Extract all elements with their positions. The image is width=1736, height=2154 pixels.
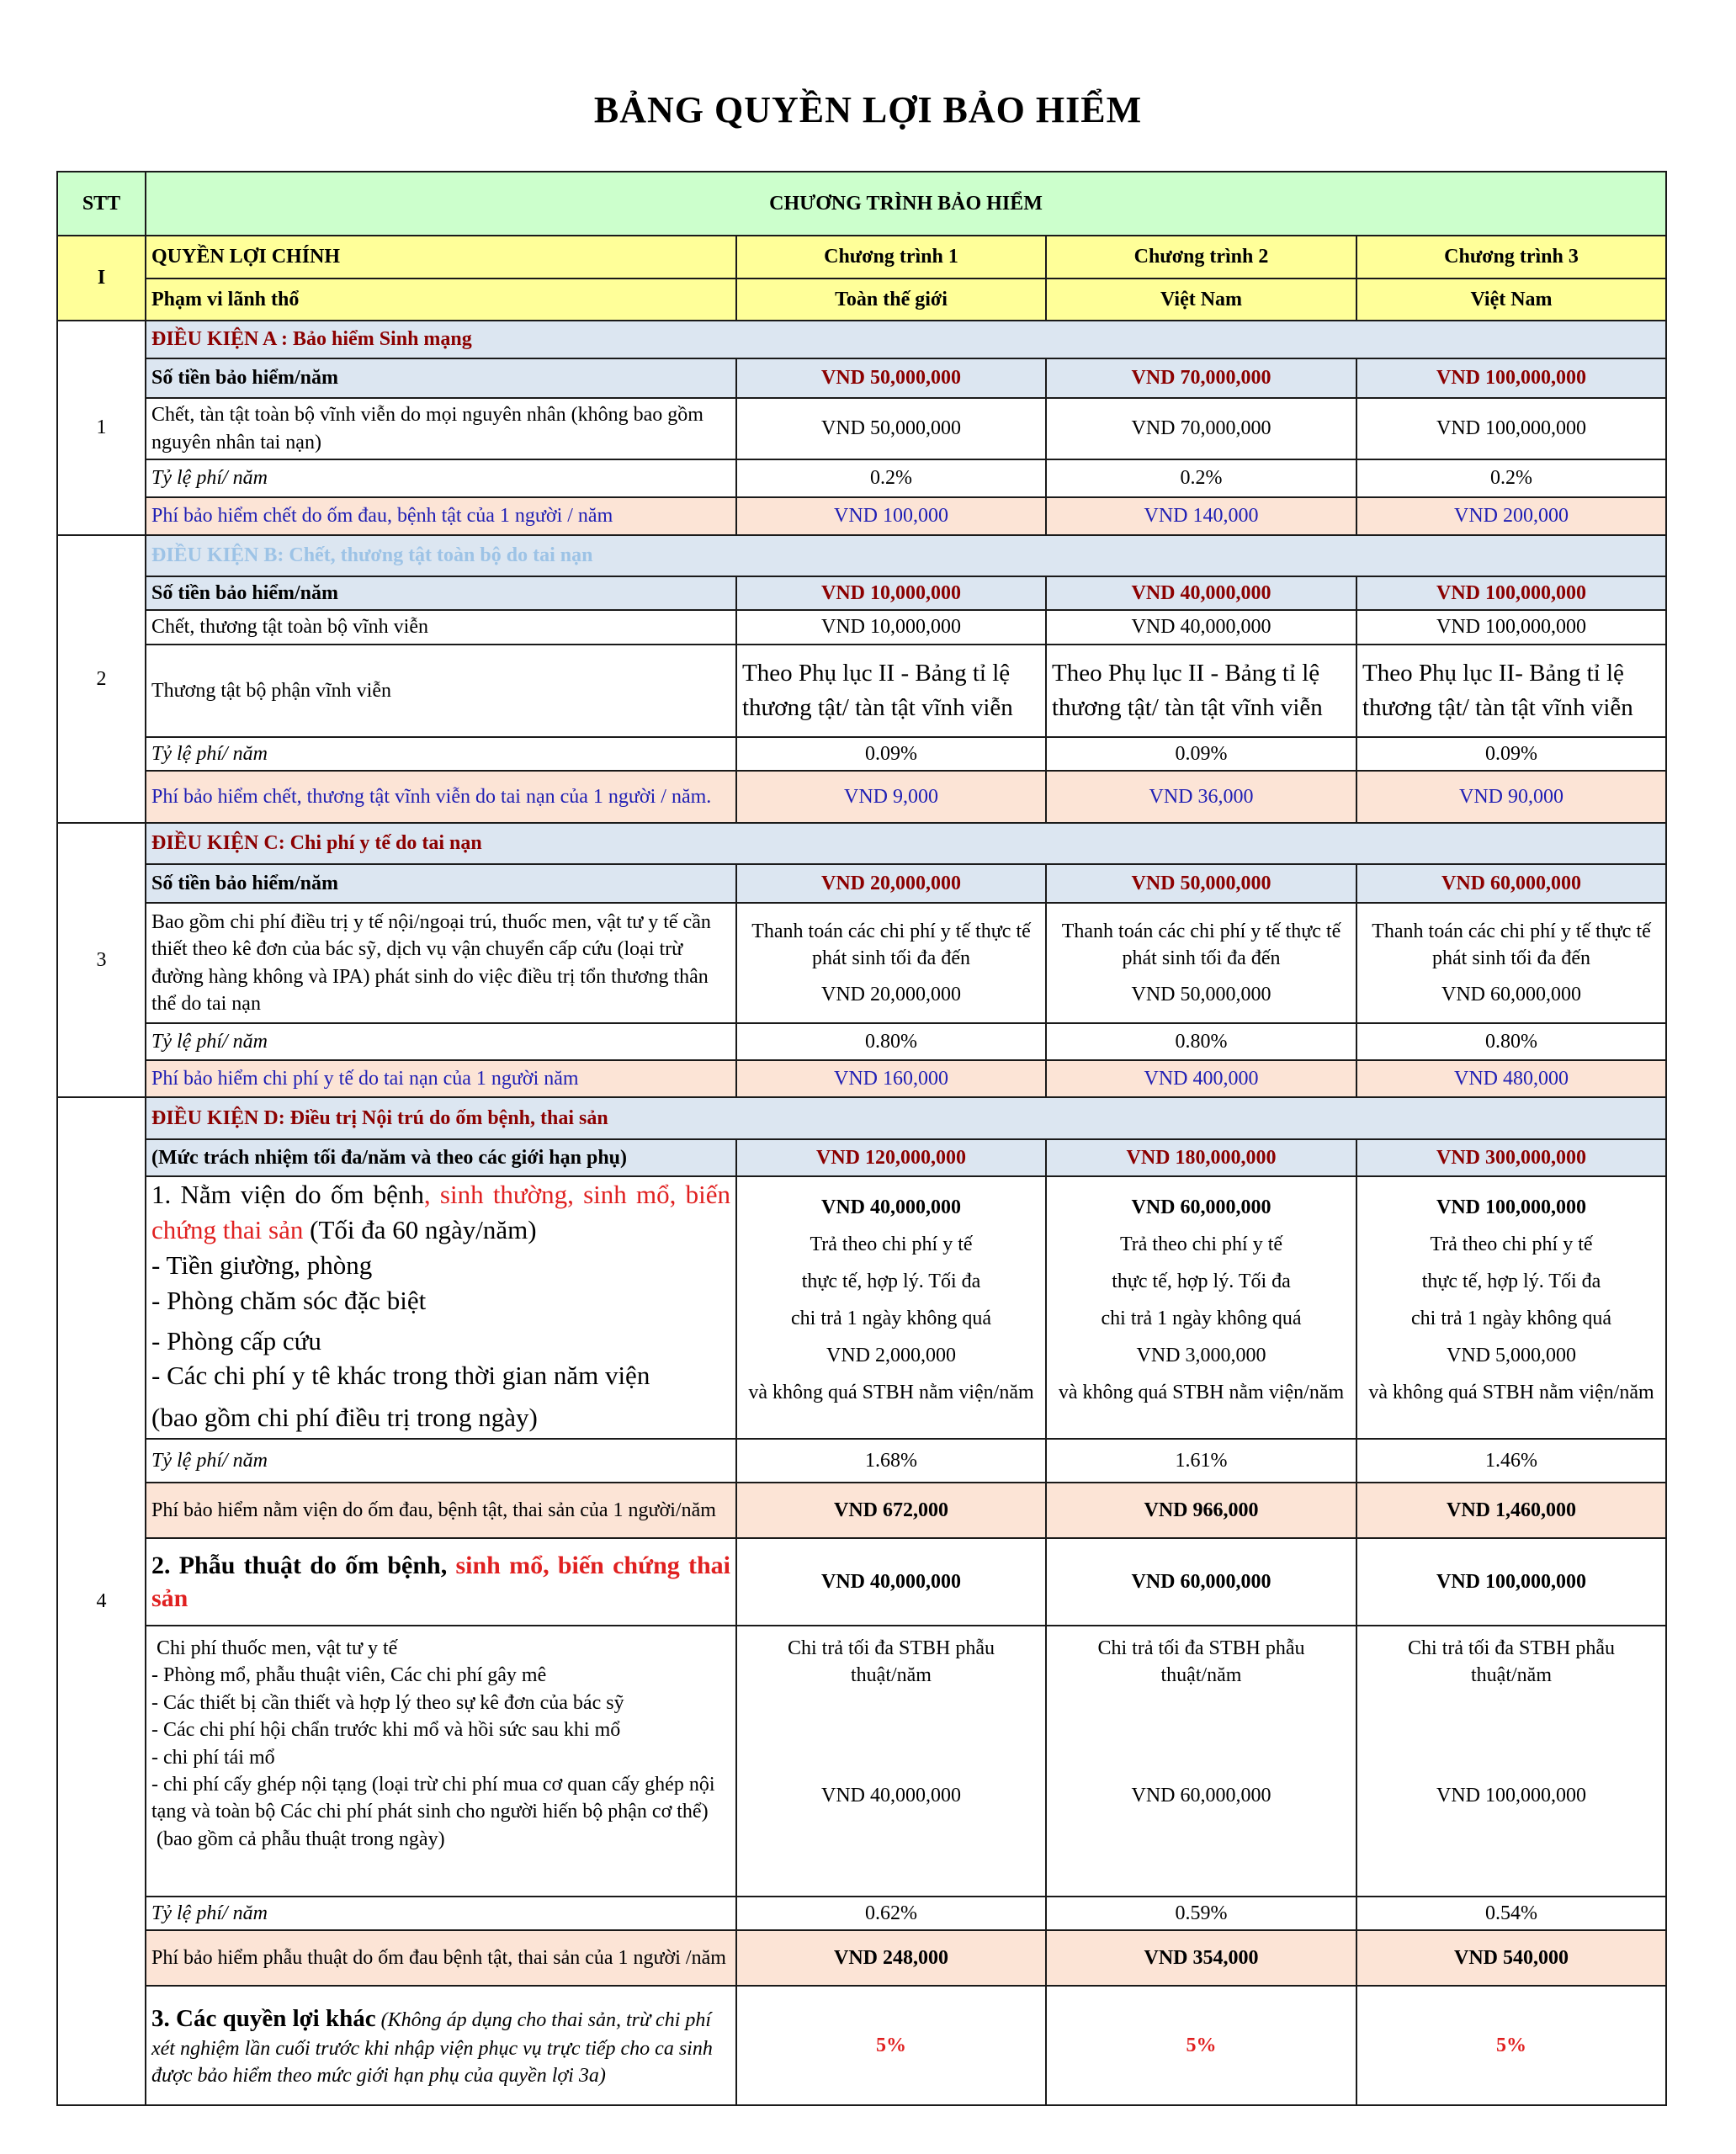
surgery-item: - Các thiết bị cần thiết và hợp lý theo sự kê đơn của bác sỹ: [151, 1691, 624, 1714]
territory-row: [57, 279, 1666, 321]
sec2-rate-row: [57, 737, 1666, 771]
sec4-limit-row: [57, 1139, 1666, 1176]
sec2-death-label: Chết, thương tật toàn bộ vĩnh viễn: [146, 610, 736, 644]
surgery-rate-1: 0.62%: [736, 1897, 1046, 1930]
surgery-rate-2: 0.59%: [1046, 1897, 1356, 1930]
header-row: [57, 172, 1666, 236]
sec1-rate-label: Tỷ lệ phí/ năm: [146, 459, 736, 497]
sec3-pay-value-2: VND 50,000,000: [1131, 983, 1271, 1005]
surgery-value-1: VND 40,000,000: [736, 1538, 1046, 1626]
hosp-pay-line: Trả theo chi phí y tế: [810, 1234, 973, 1256]
surgery-premium-1: VND 248,000: [736, 1930, 1046, 1986]
sec3-title-row: [57, 823, 1666, 864]
sec3-premium-row: [57, 1060, 1666, 1097]
hosp-stay-note: và không quá STBH nằm viện/năm: [748, 1382, 1034, 1404]
sec1-premium-2: VND 140,000: [1046, 497, 1356, 535]
hosp-item: (bao gồm chi phí điều trị trong ngày): [151, 1403, 538, 1433]
sec2-death-1: VND 10,000,000: [736, 610, 1046, 644]
sec1-sum-2: VND 70,000,000: [1046, 358, 1356, 398]
sec1-premium-3: VND 200,000: [1356, 497, 1666, 535]
sec2-title: ĐIỀU KIỆN B: Chết, thương tật toàn bộ do tai nạn: [146, 535, 1666, 576]
hosp-pay-line: thực tế, hợp lý. Tối đa: [801, 1271, 981, 1293]
sec4-limit-2: VND 180,000,000: [1046, 1139, 1356, 1176]
sec2-premium-label: Phí bảo hiểm chết, thương tật vĩnh viễn do tai nạn của 1 người / năm.: [146, 771, 736, 823]
hosp-stay-note: và không quá STBH nằm viện/năm: [1058, 1382, 1345, 1404]
hosp-item: - Tiền giường, phòng: [151, 1249, 373, 1280]
hosp-premium-label: Phí bảo hiểm nằm viện do ốm đau, bệnh tật, thai sản của 1 người/năm: [146, 1483, 736, 1538]
stt-header: STT: [57, 172, 146, 236]
surgery-item: (bao gồm cả phẫu thuật trong ngày): [151, 1828, 445, 1850]
sec1-death-1: VND 50,000,000: [736, 398, 1046, 459]
hosp-pay-line: chi trả 1 ngày không quá: [1101, 1308, 1302, 1330]
page-title: BẢNG QUYỀN LỢI BẢO HIỂM: [593, 89, 1143, 130]
hosp-premium-row: [57, 1483, 1666, 1538]
sec1-premium-1: VND 100,000: [736, 497, 1046, 535]
sec3-rate-1: 0.80%: [736, 1023, 1046, 1060]
sec2-rate-2: 0.09%: [1046, 737, 1356, 771]
other-row: [57, 1986, 1666, 2105]
surgery-value-2: VND 60,000,000: [1046, 1538, 1356, 1626]
sec3-desc: Bao gồm chi phí điều trị y tế nội/ngoại trú, thuốc men, vật tư y tế cần thiết theo kê đơn của bác sỹ, dịch vụ vận chuyển cấp cứu (loại trừ đường hàng không và IPA) phát sinh do việc điều trị tổn thương thân thể do tai nạn: [146, 903, 736, 1023]
sec3-pay-cell-3: [1356, 903, 1666, 1023]
sec1-sum-3: VND 100,000,000: [1356, 358, 1666, 398]
other-value-1: 5%: [736, 1986, 1046, 2105]
hosp-title-b: , sinh thường, sinh mổ, biến chứng thai sản: [151, 1180, 730, 1245]
surgery-value-3: VND 100,000,000: [1356, 1538, 1666, 1626]
program-header: CHƯƠNG TRÌNH BẢO HIỂM: [146, 172, 1666, 236]
hosp-item: - Phòng cấp cứu: [151, 1325, 321, 1356]
sec1-death-row: [57, 398, 1666, 459]
sec3-premium-2: VND 400,000: [1046, 1060, 1356, 1097]
sec2-sum-2: VND 40,000,000: [1046, 576, 1356, 610]
sec2-sum-row: [57, 576, 1666, 610]
sec3-desc-row: [57, 903, 1666, 1023]
sec2-death-2: VND 40,000,000: [1046, 610, 1356, 644]
surgery-rate-row: [57, 1897, 1666, 1930]
sec3-rate-3: 0.80%: [1356, 1023, 1666, 1060]
sec3-rate-label: Tỷ lệ phí/ năm: [146, 1023, 736, 1060]
surgery-item: - chi phí cấy ghép nội tạng (loại trừ chi phí mua cơ quan cấy ghép nội tạng và toàn bộ Các chi phí phát sinh cho người hiến bộ phận cơ thể): [151, 1774, 720, 1823]
sec3-pay-text-3: Thanh toán các chi phí y tế thực tế phát sinh tối đa đến: [1372, 920, 1651, 970]
surgery-premium-label: Phí bảo hiểm phẫu thuật do ốm đau bệnh tật, thai sản của 1 người /năm: [146, 1930, 736, 1986]
other-value-3: 5%: [1356, 1986, 1666, 2105]
main-benefits-label: QUYỀN LỢI CHÍNH: [146, 236, 736, 279]
surgery-items: [146, 1626, 736, 1897]
hosp-item: - Phòng chăm sóc đặc biệt: [151, 1285, 427, 1315]
sec2-number: 2: [57, 535, 146, 823]
surgery-item: - chi phí tái mổ: [151, 1746, 275, 1769]
sec1-premium-label: Phí bảo hiểm chết do ốm đau, bệnh tật của 1 người / năm: [146, 497, 736, 535]
sec2-premium-row: [57, 771, 1666, 823]
surgery-pay-text: Chi trả tối đa STBH phẫu thuật/năm: [1097, 1637, 1305, 1687]
surgery-title-b: sinh mổ, biến chứng thai sản: [151, 1552, 730, 1613]
sec3-pay-cell-2: [1046, 903, 1356, 1023]
surgery-item: - Các chi phí hội chẩn trước khi mổ và hồi sức sau khi mổ: [151, 1719, 621, 1742]
surgery-detail-row: [57, 1626, 1666, 1897]
sec3-rate-2: 0.80%: [1046, 1023, 1356, 1060]
sec2-death-3: VND 100,000,000: [1356, 610, 1666, 644]
other-note: (Không áp dụng cho thai sản, trừ chi phí xét nghiệm lần cuối trước khi nhập viện phục vụ trực tiếp cho ca sinh được bảo hiểm theo mức giới hạn phụ của quyền lợi 3a): [151, 2008, 713, 2088]
territory-1: Toàn thế giới: [736, 279, 1046, 321]
hosp-day-limit-3: VND 5,000,000: [1447, 1345, 1576, 1367]
surgery-cell-1: [736, 1626, 1046, 1897]
sec1-death-label: Chết, tàn tật toàn bộ vĩnh viễn do mọi nguyên nhân (không bao gồm nguyên nhân tai nạn): [146, 398, 736, 459]
surgery-title-row: [57, 1538, 1666, 1626]
sec2-rate-1: 0.09%: [736, 737, 1046, 771]
hosp-rate-3: 1.46%: [1356, 1439, 1666, 1483]
sec1-rate-1: 0.2%: [736, 459, 1046, 497]
sec3-title: ĐIỀU KIỆN C: Chi phí y tế do tai nạn: [146, 823, 1666, 864]
sec1-death-3: VND 100,000,000: [1356, 398, 1666, 459]
hosp-day-limit-2: VND 3,000,000: [1136, 1345, 1266, 1367]
other-value-2: 5%: [1046, 1986, 1356, 2105]
sec1-title-row: [57, 321, 1666, 358]
surgery-pay-text: Chi trả tối đa STBH phẫu thuật/năm: [788, 1637, 995, 1687]
territory-label: Phạm vi lãnh thổ: [146, 279, 736, 321]
hosp-stay-note: và không quá STBH nằm viện/năm: [1368, 1382, 1654, 1404]
hosp-pay-line: thực tế, hợp lý. Tối đa: [1112, 1271, 1291, 1293]
sec2-rate-label: Tỷ lệ phí/ năm: [146, 737, 736, 771]
hosp-row: [57, 1176, 1666, 1439]
sec4-number: 4: [57, 1097, 146, 2105]
other-title: 3. Các quyền lợi khác: [151, 2004, 376, 2032]
plan-2-header: Chương trình 2: [1046, 236, 1356, 279]
plans-row: [57, 236, 1666, 279]
surgery-pay-text: Chi trả tối đa STBH phẫu thuật/năm: [1408, 1637, 1615, 1687]
surgery-item: - Phòng mổ, phẫu thuật viên, Các chi phí gây mê: [151, 1664, 547, 1687]
hosp-item: - Các chi phí y tê khác trong thời gian năm viện: [151, 1361, 650, 1391]
sec1-number: 1: [57, 321, 146, 535]
hosp-value-2: VND 60,000,000: [1131, 1196, 1271, 1219]
hosp-rate-label: Tỷ lệ phí/ năm: [146, 1439, 736, 1483]
sec3-pay-value-3: VND 60,000,000: [1441, 983, 1581, 1005]
hosp-title: [151, 1177, 730, 1248]
sec1-sum-1: VND 50,000,000: [736, 358, 1046, 398]
surgery-rate-3: 0.54%: [1356, 1897, 1666, 1930]
sec4-limit-3: VND 300,000,000: [1356, 1139, 1666, 1176]
sec2-partial-3: Theo Phụ lục II- Bảng tỉ lệ thương tật/ tàn tật vĩnh viễn: [1356, 645, 1666, 737]
sec2-rate-3: 0.09%: [1356, 737, 1666, 771]
hosp-day-limit-1: VND 2,000,000: [826, 1345, 956, 1367]
sec1-sum-label: Số tiền bảo hiểm/năm: [146, 358, 736, 398]
hosp-value-3: VND 100,000,000: [1436, 1196, 1586, 1219]
surgery-premium-3: VND 540,000: [1356, 1930, 1666, 1986]
hosp-pay-line: chi trả 1 ngày không quá: [1411, 1308, 1611, 1330]
sec4-limit-label: (Mức trách nhiệm tối đa/năm và theo các giới hạn phụ): [146, 1139, 736, 1176]
hosp-pay-line: chi trả 1 ngày không quá: [791, 1308, 991, 1330]
sec1-rate-2: 0.2%: [1046, 459, 1356, 497]
hosp-premium-2: VND 966,000: [1046, 1483, 1356, 1538]
sec3-sum-2: VND 50,000,000: [1046, 864, 1356, 903]
section-number: I: [57, 236, 146, 321]
hosp-pay-line: thực tế, hợp lý. Tối đa: [1421, 1271, 1601, 1293]
territory-3: Việt Nam: [1356, 279, 1666, 321]
sec1-rate-row: [57, 459, 1666, 497]
other-desc: [146, 1986, 736, 2105]
sec3-premium-3: VND 480,000: [1356, 1060, 1666, 1097]
surgery-limit-1: VND 40,000,000: [821, 1784, 961, 1806]
sec1-premium-row: [57, 497, 1666, 535]
sec3-pay-text-1: Thanh toán các chi phí y tế thực tế phát sinh tối đa đến: [751, 920, 1031, 970]
sec2-sum-1: VND 10,000,000: [736, 576, 1046, 610]
surgery-cell-3: [1356, 1626, 1666, 1897]
hosp-cell-2: [1046, 1176, 1356, 1439]
sec4-title: ĐIỀU KIỆN D: Điều trị Nội trú do ốm bệnh, thai sản: [146, 1097, 1666, 1139]
sec2-premium-2: VND 36,000: [1046, 771, 1356, 823]
sec3-pay-text-2: Thanh toán các chi phí y tế thực tế phát sinh tối đa đến: [1061, 920, 1341, 970]
sec4-limit-1: VND 120,000,000: [736, 1139, 1046, 1176]
hosp-rate-row: [57, 1439, 1666, 1483]
sec2-premium-3: VND 90,000: [1356, 771, 1666, 823]
sec2-partial-row: [57, 645, 1666, 737]
sec1-title: ĐIỀU KIỆN A : Bảo hiểm Sinh mạng: [146, 321, 1666, 358]
sec3-number: 3: [57, 823, 146, 1097]
hosp-title-a: 1. Nằm viện do ốm bệnh: [151, 1180, 424, 1210]
sec1-death-2: VND 70,000,000: [1046, 398, 1356, 459]
sec2-premium-1: VND 9,000: [736, 771, 1046, 823]
sec2-title-row: [57, 535, 1666, 576]
surgery-title: [146, 1538, 736, 1626]
sec2-sum-3: VND 100,000,000: [1356, 576, 1666, 610]
surgery-title-a: 2. Phẫu thuật do ốm bệnh,: [151, 1552, 456, 1580]
hosp-cell-3: [1356, 1176, 1666, 1439]
sec2-partial-2: Theo Phụ lục II - Bảng tỉ lệ thương tật/ tàn tật vĩnh viễn: [1046, 645, 1356, 737]
surgery-cell-2: [1046, 1626, 1356, 1897]
sec3-rate-row: [57, 1023, 1666, 1060]
sec3-pay-value-1: VND 20,000,000: [821, 983, 961, 1005]
sec4-title-row: [57, 1097, 1666, 1139]
surgery-premium-2: VND 354,000: [1046, 1930, 1356, 1986]
surgery-item: Chi phí thuốc men, vật tư y tế: [151, 1637, 398, 1660]
sec3-premium-1: VND 160,000: [736, 1060, 1046, 1097]
plan-1-header: Chương trình 1: [736, 236, 1046, 279]
sec2-partial-label: Thương tật bộ phận vĩnh viễn: [146, 645, 736, 737]
benefits-table: [56, 171, 1667, 2106]
sec3-sum-3: VND 60,000,000: [1356, 864, 1666, 903]
plan-3-header: Chương trình 3: [1356, 236, 1666, 279]
hosp-pay-line: Trả theo chi phí y tế: [1119, 1234, 1283, 1256]
sec2-death-row: [57, 610, 1666, 644]
sec3-pay-cell-1: [736, 903, 1046, 1023]
surgery-limit-2: VND 60,000,000: [1131, 1784, 1271, 1806]
sec1-sum-row: [57, 358, 1666, 398]
surgery-limit-3: VND 100,000,000: [1436, 1784, 1586, 1806]
hosp-value-1: VND 40,000,000: [821, 1196, 961, 1219]
sec1-rate-3: 0.2%: [1356, 459, 1666, 497]
sec3-sum-label: Số tiền bảo hiểm/năm: [146, 864, 736, 903]
sec3-premium-label: Phí bảo hiểm chi phí y tế do tai nạn của 1 người năm: [146, 1060, 736, 1097]
territory-2: Việt Nam: [1046, 279, 1356, 321]
surgery-rate-label: Tỷ lệ phí/ năm: [146, 1897, 736, 1930]
sec3-sum-1: VND 20,000,000: [736, 864, 1046, 903]
hosp-rate-1: 1.68%: [736, 1439, 1046, 1483]
hosp-cell-1: [736, 1176, 1046, 1439]
hosp-title-c: (Tối đa 60 ngày/năm): [303, 1215, 537, 1245]
sec2-partial-1: Theo Phụ lục II - Bảng tỉ lệ thương tật/ tàn tật vĩnh viễn: [736, 645, 1046, 737]
hosp-premium-1: VND 672,000: [736, 1483, 1046, 1538]
hosp-pay-line: Trả theo chi phí y tế: [1430, 1234, 1593, 1256]
sec3-sum-row: [57, 864, 1666, 903]
surgery-premium-row: [57, 1930, 1666, 1986]
sec2-sum-label: Số tiền bảo hiểm/năm: [146, 576, 736, 610]
hosp-rate-2: 1.61%: [1046, 1439, 1356, 1483]
hosp-premium-3: VND 1,460,000: [1356, 1483, 1666, 1538]
hosp-desc: [146, 1176, 736, 1439]
